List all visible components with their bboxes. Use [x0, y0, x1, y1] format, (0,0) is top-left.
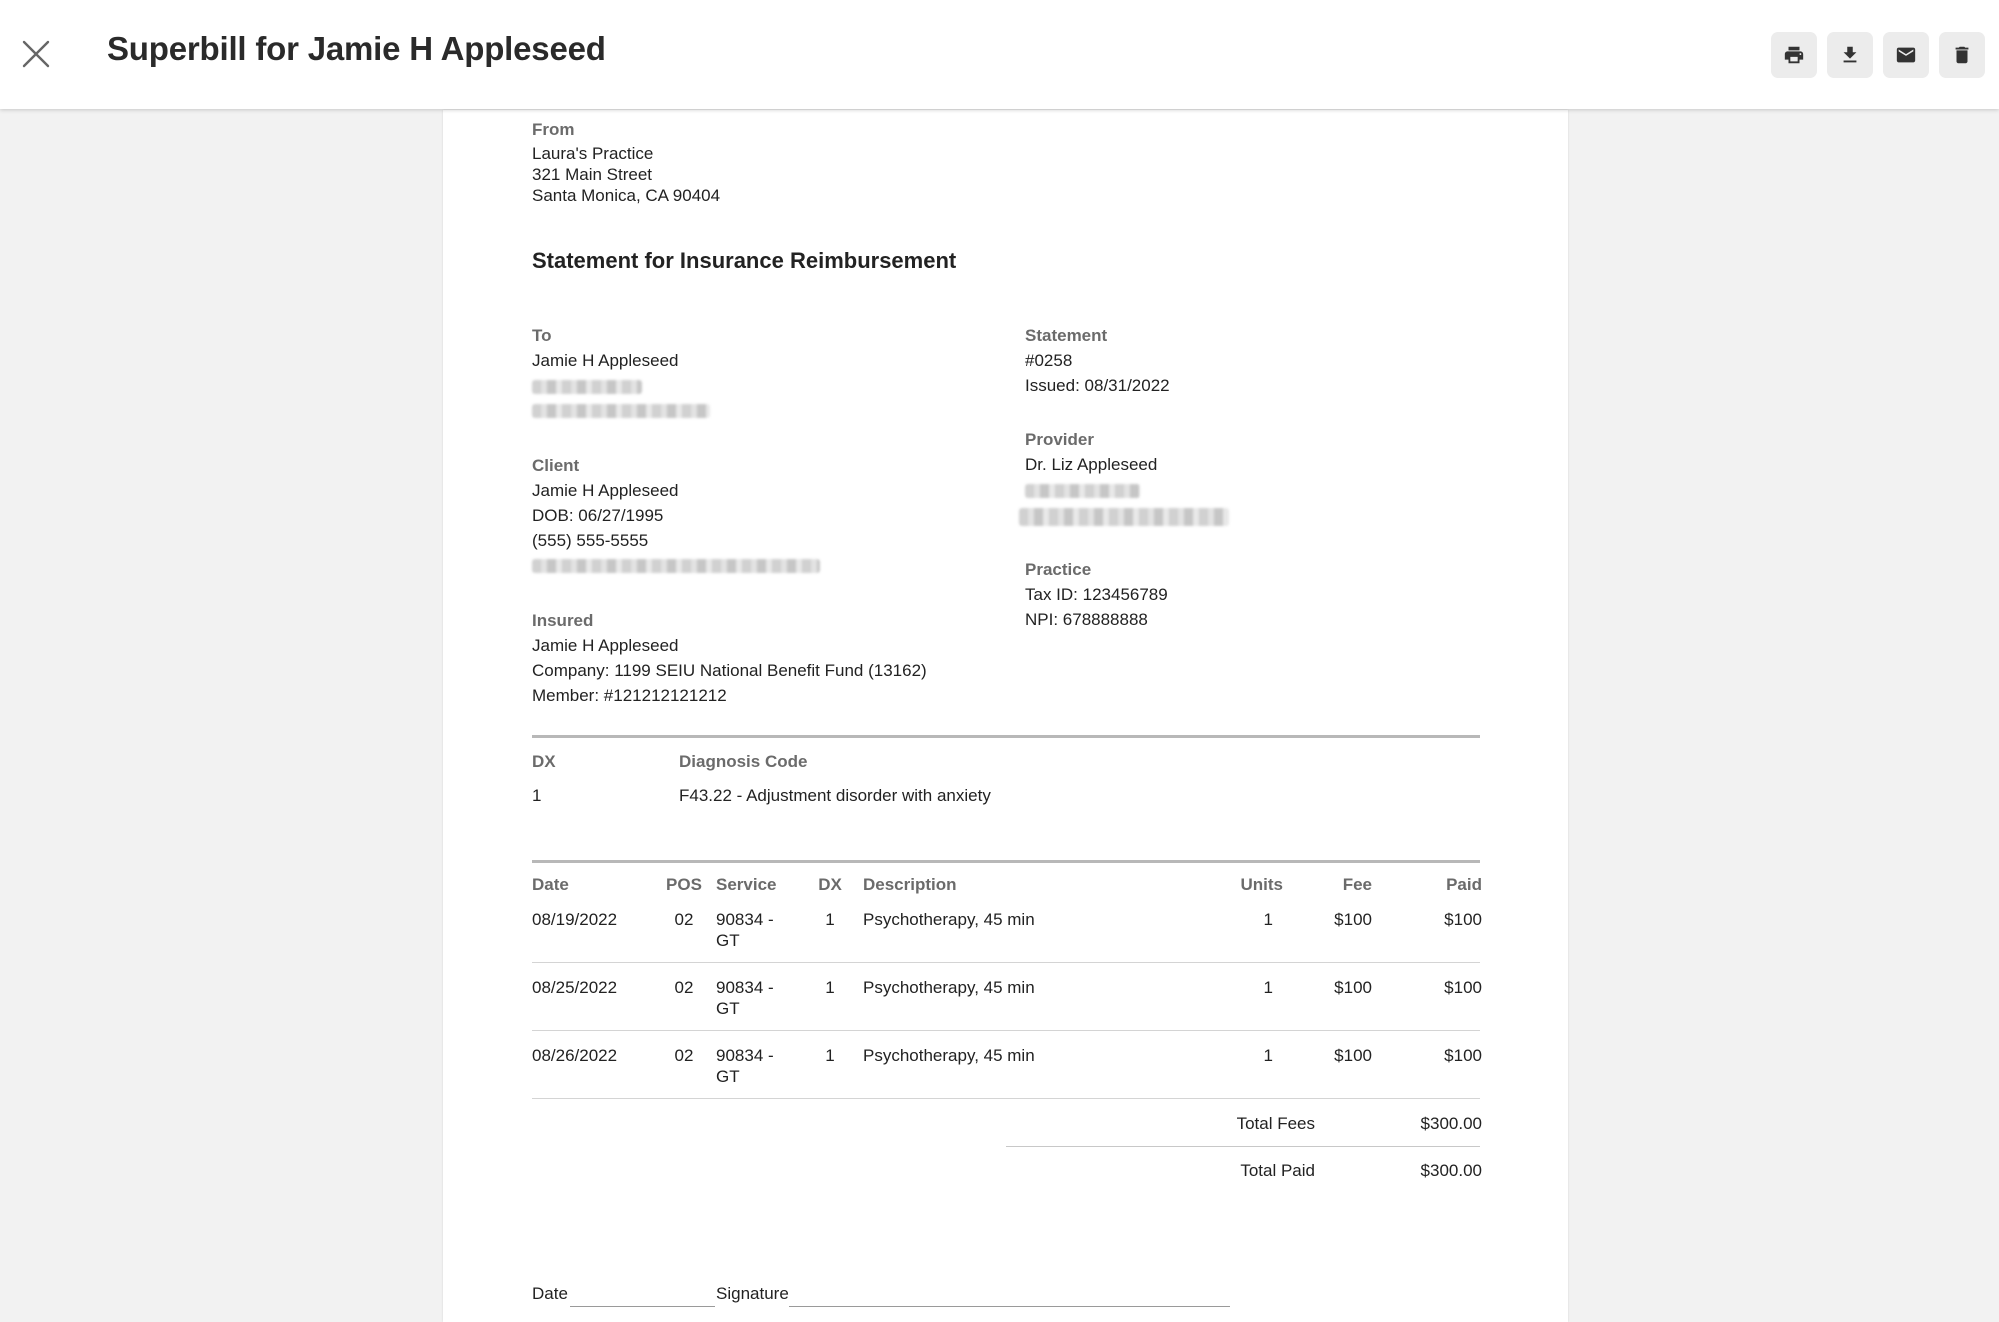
- delete-button[interactable]: [1939, 32, 1985, 78]
- provider-label: Provider: [1025, 430, 1094, 449]
- row-fee: $100: [1334, 978, 1372, 997]
- close-icon: [21, 39, 51, 69]
- client-dob: DOB: 06/27/1995: [532, 506, 664, 525]
- redacted-to-address-2: [532, 404, 710, 418]
- redacted-provider-line-1: [1025, 484, 1140, 498]
- row-service-line-1: 90834 -: [716, 978, 774, 997]
- description-header: Description: [863, 875, 957, 894]
- row-service-line-1: 90834 -: [716, 1046, 774, 1065]
- download-button[interactable]: [1827, 32, 1873, 78]
- page-title: Superbill for Jamie H Appleseed: [107, 30, 606, 67]
- row-dx: 1: [825, 978, 835, 997]
- practice-npi: NPI: 678888888: [1025, 610, 1148, 629]
- row-dx: 1: [825, 910, 835, 929]
- print-icon: [1783, 44, 1805, 66]
- redacted-to-address-1: [532, 380, 642, 394]
- dx-col-header: DX: [818, 875, 842, 894]
- practice-tax-id: Tax ID: 123456789: [1025, 585, 1168, 604]
- email-icon: [1895, 44, 1917, 66]
- from-line-3: Santa Monica, CA 90404: [532, 186, 721, 205]
- statement-label: Statement: [1025, 326, 1108, 345]
- redacted-client-email: [532, 559, 820, 573]
- row-fee: $100: [1334, 910, 1372, 929]
- row-service-line-2: GT: [716, 931, 740, 950]
- download-icon: [1839, 44, 1861, 66]
- row-divider: [532, 1098, 1480, 1099]
- to-name: Jamie H Appleseed: [532, 351, 679, 370]
- row-fee: $100: [1334, 1046, 1372, 1065]
- dx-header: DX: [532, 752, 556, 771]
- row-description: Psychotherapy, 45 min: [863, 978, 1035, 997]
- total-fees-value: $300.00: [1420, 1114, 1482, 1133]
- signature-label: Signature: [716, 1284, 789, 1303]
- row-units: 1: [1263, 910, 1273, 929]
- insured-name: Jamie H Appleseed: [532, 636, 679, 655]
- fee-header: Fee: [1342, 875, 1372, 894]
- row-service-line-2: GT: [716, 999, 740, 1018]
- total-paid-label: Total Paid: [1240, 1161, 1315, 1180]
- header-bar: [0, 0, 1999, 109]
- row-date: 08/25/2022: [532, 978, 618, 997]
- row-date: 08/19/2022: [532, 910, 618, 929]
- client-label: Client: [532, 456, 580, 475]
- print-button[interactable]: [1771, 32, 1817, 78]
- row-paid: $100: [1444, 978, 1482, 997]
- row-divider: [532, 1030, 1480, 1031]
- pos-header: POS: [666, 875, 702, 894]
- row-service-line-1: 90834 -: [716, 910, 774, 929]
- client-name: Jamie H Appleseed: [532, 481, 679, 500]
- row-divider: [532, 962, 1480, 963]
- row-units: 1: [1263, 978, 1273, 997]
- row-pos: 02: [674, 910, 694, 929]
- total-paid-value: $300.00: [1420, 1161, 1482, 1180]
- row-service-line-2: GT: [716, 1067, 740, 1086]
- insured-label: Insured: [532, 611, 594, 630]
- row-dx: 1: [825, 1046, 835, 1065]
- row-paid: $100: [1444, 910, 1482, 929]
- row-description: Psychotherapy, 45 min: [863, 1046, 1035, 1065]
- diagnosis-code-header: Diagnosis Code: [679, 752, 808, 771]
- diagnosis-dx: 1: [532, 786, 542, 805]
- paid-header: Paid: [1446, 875, 1482, 894]
- client-phone: (555) 555-5555: [532, 531, 649, 550]
- practice-label: Practice: [1025, 560, 1092, 579]
- provider-name: Dr. Liz Appleseed: [1025, 455, 1158, 474]
- totals-divider: [1006, 1146, 1480, 1147]
- trash-icon: [1951, 44, 1973, 66]
- date-header: Date: [532, 875, 569, 894]
- from-line-1: Laura's Practice: [532, 144, 654, 163]
- service-header: Service: [716, 875, 777, 894]
- from-label: From: [532, 120, 575, 139]
- diagnosis-code: F43.22 - Adjustment disorder with anxiety: [679, 786, 991, 805]
- services-divider: [532, 860, 1480, 863]
- statement-number: #0258: [1025, 351, 1073, 370]
- to-label: To: [532, 326, 552, 345]
- redacted-provider-line-2: [1019, 508, 1229, 526]
- row-pos: 02: [674, 1046, 694, 1065]
- units-header: Units: [1240, 875, 1283, 894]
- from-line-2: 321 Main Street: [532, 165, 653, 184]
- signature-date-label: Date: [532, 1284, 568, 1303]
- close-button[interactable]: [16, 34, 56, 74]
- diagnosis-divider: [532, 735, 1480, 738]
- superbill-document: [443, 110, 1568, 1322]
- row-paid: $100: [1444, 1046, 1482, 1065]
- statement-title: Statement for Insurance Reimbursement: [532, 248, 957, 273]
- row-units: 1: [1263, 1046, 1273, 1065]
- insured-company: Company: 1199 SEIU National Benefit Fund (13162): [532, 661, 927, 680]
- total-fees-label: Total Fees: [1236, 1114, 1315, 1133]
- insured-member: Member: #121212121212: [532, 686, 727, 705]
- statement-issued: Issued: 08/31/2022: [1025, 376, 1170, 395]
- row-description: Psychotherapy, 45 min: [863, 910, 1035, 929]
- row-pos: 02: [674, 978, 694, 997]
- date-signature-line: [570, 1306, 715, 1307]
- email-button[interactable]: [1883, 32, 1929, 78]
- signature-line: [789, 1306, 1230, 1307]
- row-date: 08/26/2022: [532, 1046, 618, 1065]
